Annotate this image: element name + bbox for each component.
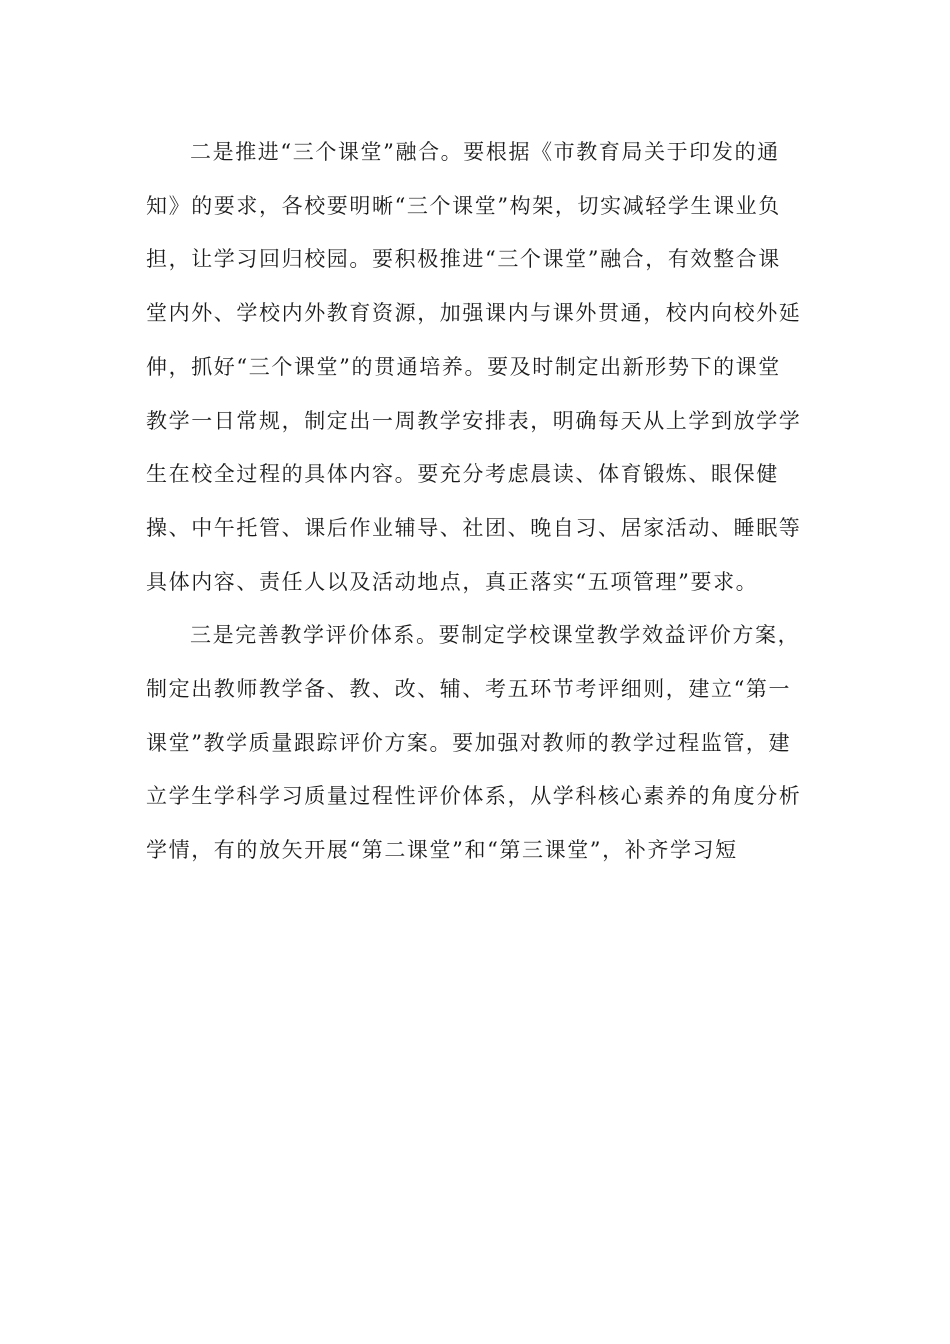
paragraph-2-line-4: 堂内外、学校内外教育资源，加强课内与课外贯通，校内向校外延 [146,301,802,325]
paragraph-3-line-4: 立学生学科学习质量过程性评价体系，从学科核心素养的角度分析 [146,784,802,808]
paragraph-2-line-9: 具体内容、责任人以及活动地点，真正落实“五项管理”要求。 [146,570,759,594]
paragraph-3-line-5: 学情，有的放矢开展“第二课堂”和“第三课堂”，补齐学习短 [146,838,738,862]
paragraph-2-line-8: 操、中午托管、课后作业辅导、社团、晚自习、居家活动、睡眠等 [146,516,802,540]
paragraph-3-line-2: 制定出教师教学备、教、改、辅、考五环节考评细则，建立“第一 [146,677,792,701]
paragraph-2-line-5: 伸，抓好“三个课堂”的贯通培养。要及时制定出新形势下的课堂 [146,355,781,379]
paragraph-2-line-6: 教学一日常规，制定出一周教学安排表，明确每天从上学到放学学 [146,409,802,433]
paragraph-3-line-3: 课堂”教学质量跟踪评价方案。要加强对教师的教学过程监管，建 [146,731,792,755]
paragraph-2-line-3: 担，让学习回归校园。要积极推进“三个课堂”融合，有效整合课 [146,247,781,271]
paragraph-2-line-1: 二是推进“三个课堂”融合。要根据《市教育局关于印发的通 [190,140,780,164]
paragraph-2-line-2: 知》的要求，各校要明晰“三个课堂”构架，切实减轻学生课业负 [146,194,781,218]
paragraph-2-line-7: 生在校全过程的具体内容。要充分考虑晨读、体育锻炼、眼保健 [146,462,779,486]
paragraph-3-line-1: 三是完善教学评价体系。要制定学校课堂教学效益评价方案， [190,623,801,647]
